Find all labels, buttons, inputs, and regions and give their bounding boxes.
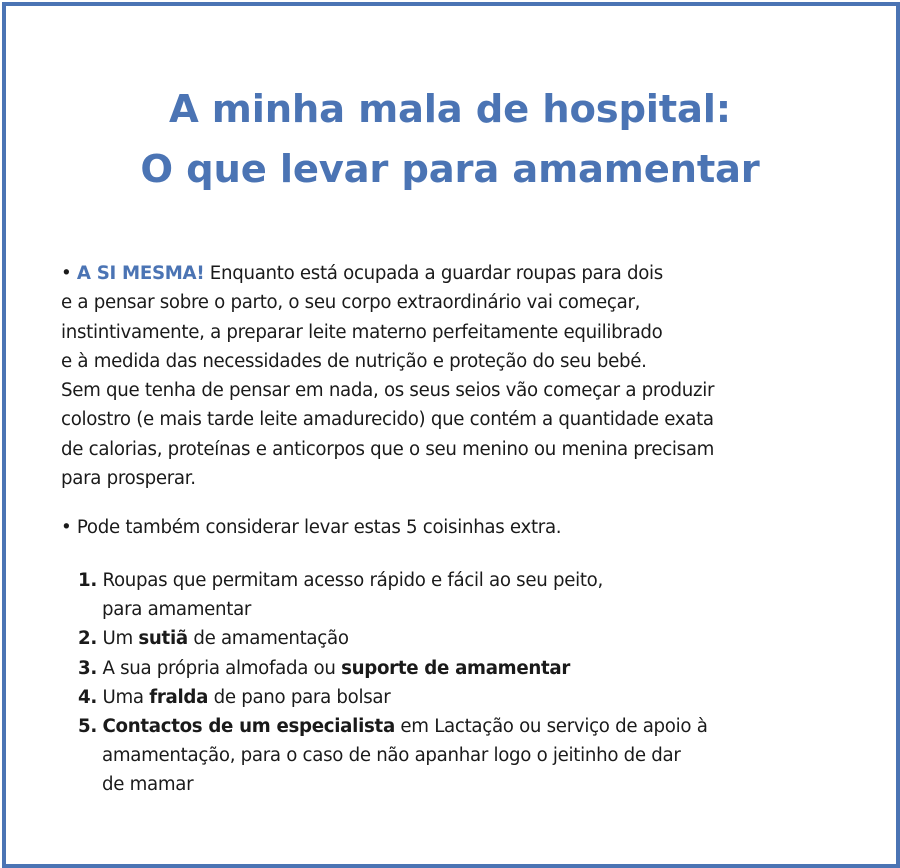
intro-line: instintivamente, a preparar leite materno perfeitamente equilibrado: [61, 321, 663, 343]
list-item-text: A sua própria almofada ou: [96, 657, 342, 679]
list-item-text: Um: [96, 628, 139, 650]
intro-line: para prosperar.: [61, 468, 196, 490]
list-item: [78, 566, 708, 595]
list-item-continuation: para amamentar: [102, 599, 252, 621]
bullet: •: [61, 263, 72, 284]
intro-line: e à medida das necessidades de nutrição e proteção do seu bebé.: [61, 350, 647, 372]
list-item: [78, 683, 708, 712]
extra-items-list: [78, 566, 708, 800]
list-item-emphasis: sutiã: [138, 628, 188, 650]
list-item-emphasis: Contactos de um especialista: [102, 716, 395, 738]
title-line-1: A minha mala de hospital:: [169, 87, 731, 132]
title-line-2: O que levar para amamentar: [140, 147, 760, 192]
list-item-continuation: de mamar: [102, 774, 194, 796]
list-item-text: de pano para bolsar: [208, 686, 391, 708]
list-item-text: Roupas que permitam acesso rápido e fácil ao seu peito,: [96, 570, 603, 591]
intro-line-text: Enquanto está ocupada a guardar roupas para dois: [204, 263, 663, 284]
page-title: [0, 80, 900, 200]
intro-line: Sem que tenha de pensar em nada, os seus seios vão começar a produzir: [61, 380, 715, 402]
intro-lead: A SI MESMA!: [76, 263, 205, 284]
list-item-text: em Lactação ou serviço de apoio à: [394, 716, 708, 738]
list-item-text: Uma: [96, 686, 150, 708]
list-item-number: 5.: [78, 716, 97, 738]
list-item-emphasis: suporte de amamentar: [341, 657, 571, 679]
list-item-text: de amamentação: [187, 628, 349, 650]
intro-line: de calorias, proteínas e anticorpos que o seu menino ou menina precisam: [61, 438, 715, 460]
intro-line: colostro (e mais tarde leite amadurecido) que contém a quantidade exata: [61, 409, 714, 431]
list-item-emphasis: fralda: [149, 686, 209, 708]
list-item: [78, 712, 708, 741]
list-item-continuation: amamentação, para o caso de não apanhar logo o jeitinho de dar: [102, 745, 681, 767]
intro-line: e a pensar sobre o parto, o seu corpo extraordinário vai começar,: [61, 292, 641, 314]
intro-line: [61, 259, 851, 288]
list-item-number: 4.: [78, 686, 97, 708]
intro-paragraph: [61, 259, 851, 493]
list-item: [78, 654, 708, 683]
list-item-number: 1.: [78, 570, 97, 591]
list-item-number: 2.: [78, 628, 97, 650]
list-item: [78, 624, 708, 653]
list-item-number: 3.: [78, 657, 97, 679]
extra-items-intro: • Pode também considerar levar estas 5 coisinhas extra.: [61, 517, 562, 538]
